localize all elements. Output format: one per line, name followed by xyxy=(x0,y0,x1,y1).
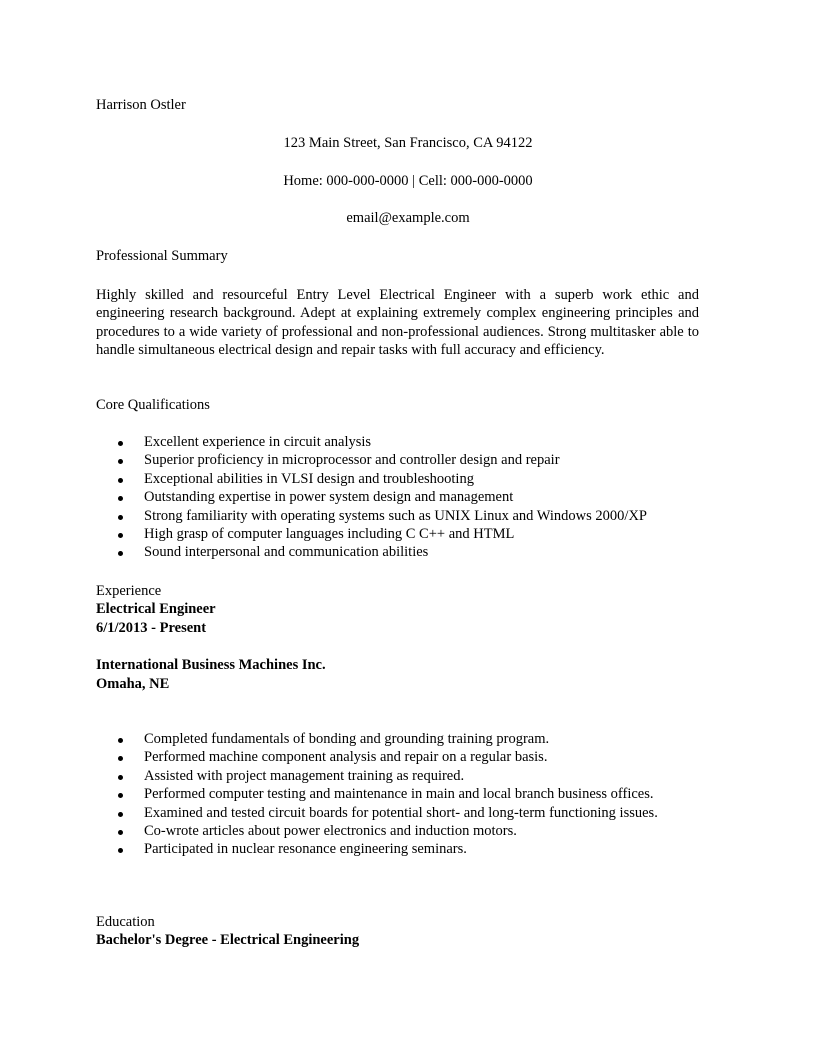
summary-text: Highly skilled and resourceful Entry Level Electrical Engineer with a superb work ethic and engineering research background. Adept at explaining extremely complex engineering principles and procedures to a wide variety of professional and non-professional audiences. Strong multitasker able to handle simultaneous electrical design and repair tasks with full accuracy and efficiency. xyxy=(96,287,699,359)
bullet-icon xyxy=(118,496,123,501)
job-title: Electrical Engineer xyxy=(96,601,216,617)
bullet-icon xyxy=(118,793,123,798)
bullet-icon xyxy=(118,738,123,743)
email-line: email@example.com xyxy=(346,210,470,226)
bullet-icon xyxy=(118,478,123,483)
candidate-name: Harrison Ostler xyxy=(96,97,186,113)
company-name: International Business Machines Inc. xyxy=(96,657,326,673)
phone-line: Home: 000-000-0000 | Cell: 000-000-0000 xyxy=(283,173,533,189)
bullet-icon xyxy=(118,515,123,520)
bullet-icon xyxy=(118,441,123,446)
bullet-icon xyxy=(118,756,123,761)
bullet-icon xyxy=(118,551,123,556)
experience-heading: Experience xyxy=(96,583,162,599)
summary-heading: Professional Summary xyxy=(96,248,228,264)
bullet-icon xyxy=(118,830,123,835)
address-line: 123 Main Street, San Francisco, CA 94122 xyxy=(283,135,533,151)
bullet-icon xyxy=(118,459,123,464)
company-location: Omaha, NE xyxy=(96,676,170,692)
bullet-icon xyxy=(118,812,123,817)
job-dates: 6/1/2013 - Present xyxy=(96,620,207,636)
qualifications-heading: Core Qualifications xyxy=(96,397,210,413)
bullet-icon xyxy=(118,775,123,780)
degree-title: Bachelor's Degree - Electrical Engineering xyxy=(96,932,360,948)
bullet-icon xyxy=(118,533,123,538)
resume-page: Harrison Ostler 123 Main Street, San Francisco, CA 94122 Home: 000-000-0000 | Cell: 000-000-0000 email@example.com Professional Summary Highly skilled and resourceful Entry Level Electrical Engineer with a superb work ethic and engineering research background. Adept at explaining extremely complex engineering principles and procedures to a wide variety of professional and non-professional audiences. Strong multitasker able to handle simultaneous electrical design and repair tasks with full accuracy and efficiency. Core Qualifications Excellent experience in circuit analysis Superior proficiency in microprocessor and controller design and repair Exceptional abilities in VLSI design and troubleshooting Outstanding expertise in power system design and management Strong familiarity with operating systems such as UNIX Linux and Windows 2000/XP High grasp of computer languages including C C++ and HTML Sound interpersonal and communication abilities Experience Electrical Engineer 6/1/2013 - Present International Business Machines Inc. Omaha, NE Completed fundamentals of bonding and grounding training program. Performed machine component analysis and repair on a regular basis. Assisted with project management training as required. Performed computer testing and maintenance in main and local branch business offices. Examined and tested circuit boards for potential short- and long-term functioning issues. Co-wrote articles about power electronics and induction motors. Participated in nuclear resonance engineering seminars. Education Bachelor's Degree - Electrical Engineering xyxy=(0,0,816,1056)
bullet-icon xyxy=(118,848,123,853)
education-heading: Education xyxy=(96,914,155,930)
